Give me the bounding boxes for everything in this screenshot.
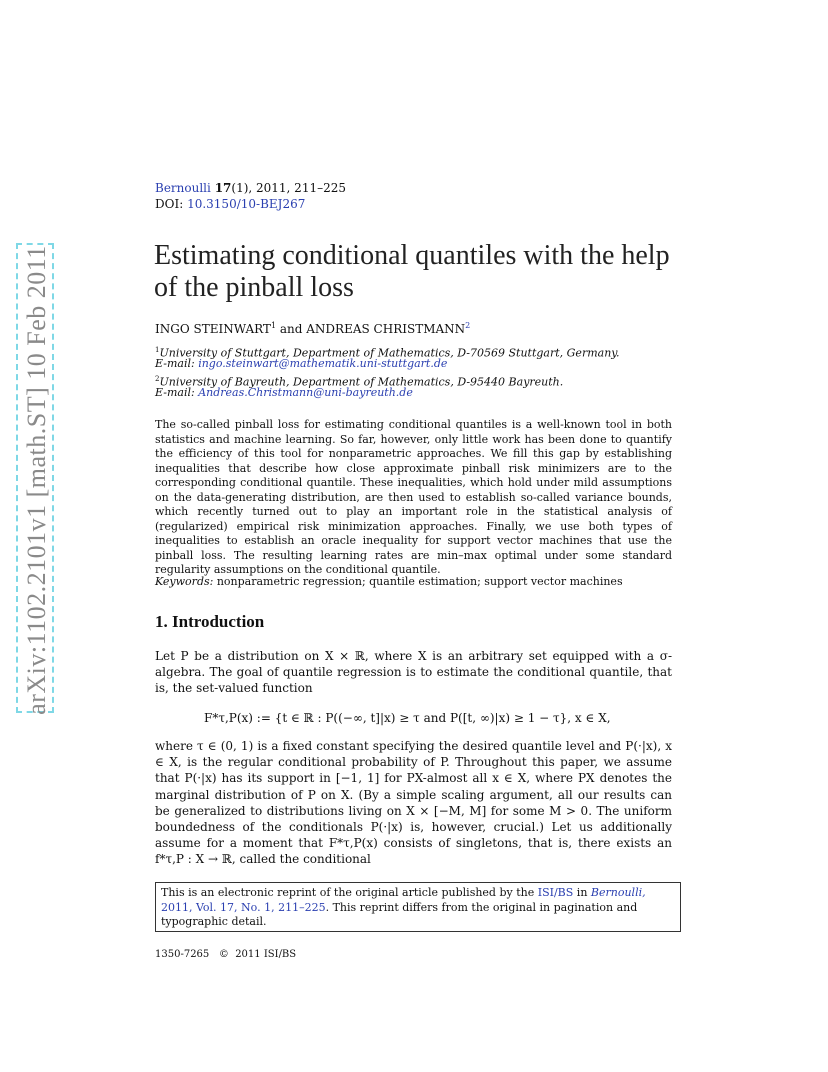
author-2: ANDREAS CHRISTMANN <box>306 322 466 336</box>
journal-link[interactable]: Bernoulli <box>155 181 211 195</box>
abstract: The so-called pinball loss for estimating conditional quantiles is a well-known tool in both statistics and machine learning. So far, however, only little work has been done to quantify the efficiency of this tool for nonparametric approaches. We fill this gap by establishing inequalities that describe how close approximate pinball risk minimizers are to the corresponding conditional quantile. These inequalities, which hold under mild assumptions on the data-generating distribution, are then used to establish so-called variance bounds, which recently turned out to play an important role in the statistical analysis of (regularized) empirical risk minimization approaches. Finally, we use both types of inequalities to establish an oracle inequality for support vector machines that use the pinball loss. The resulting learning rates are min–max optimal under some standard regularity assumptions on the conditional quantile. <box>155 418 672 576</box>
authors-and: and <box>279 322 303 336</box>
keywords-text: nonparametric regression; quantile estimation; support vector machines <box>216 575 623 588</box>
doi-link[interactable]: 10.3150/10-BEJ267 <box>187 197 306 211</box>
reprint-in: in <box>576 886 588 899</box>
section-number: 1. <box>155 612 168 631</box>
affiliation-1-text: University of Stuttgart, Department of Mathematics, D-70569 Stuttgart, Germany. <box>159 346 620 360</box>
reprint-text-1: This is an electronic reprint of the original article published by the <box>161 886 535 899</box>
doi-line <box>155 197 305 212</box>
affiliation-1-email <box>155 357 447 371</box>
journal-citation <box>155 181 346 196</box>
footer-copyright: 2011 ISI/BS <box>235 949 297 960</box>
isi-bs-link[interactable]: ISI/BS <box>537 886 574 899</box>
affiliation-2-text: University of Bayreuth, Department of Mathematics, D-95440 Bayreuth. <box>159 375 564 389</box>
email-label: E-mail: <box>155 357 195 370</box>
section-title: Introduction <box>172 612 265 631</box>
intro-paragraph-1: Let P be a distribution on X × ℝ, where X is an arbitrary set equipped with a σ-algebra. The goal of quantile regression is to estimate the conditional quantile, that is, the set-valued function <box>155 649 672 696</box>
affiliation-2-email <box>155 386 413 400</box>
reprint-journal-link[interactable]: Bernoulli, <box>590 886 646 899</box>
footer-issn: 1350-7265 <box>155 949 210 960</box>
affiliation-1-sup: 1 <box>155 346 160 354</box>
keywords-label: Keywords: <box>155 575 214 588</box>
equation-conditional-quantile: F*τ,P(x) := {t ∈ ℝ : P((−∞, t]|x) ≥ τ and P([t, ∞)|x) ≥ 1 − τ}, x ∈ X, <box>204 711 611 725</box>
affiliation-2-sup: 2 <box>155 375 160 383</box>
reprint-ref-link[interactable]: 2011, Vol. 17, No. 1, 211–225 <box>161 900 326 914</box>
intro-paragraph-2: where τ ∈ (0, 1) is a fixed constant specifying the desired quantile level and P(·|x), x ∈ X, is the regular conditional probability of P. Throughout this paper, we assume that P(·|x) has its support in [−1, 1] for PX-almost all x ∈ X, where PX denotes the marginal distribution of P on X. (By a simple scaling argument, all our results can be generalized to distributions living on X × [−M, M] for some M > 0. The uniform boundedness of the conditionals P(·|x) is, however, crucial.) Let us additionally assume for a moment that F*τ,P(x) consists of singletons, that is, there exists an f*τ,P : X → ℝ, called the conditional <box>155 739 672 867</box>
email-link-1[interactable]: ingo.steinwart@mathematik.uni-stuttgart.de <box>198 357 448 370</box>
reprint-note <box>155 882 681 932</box>
reprint-text-2: . This reprint differs from the original in pagination and typographic detail. <box>161 900 638 928</box>
doi-label: DOI: <box>155 197 184 211</box>
section-heading <box>155 611 264 633</box>
journal-volume: 17 <box>214 181 232 195</box>
copyright-icon: © <box>218 949 229 960</box>
email-label: E-mail: <box>155 386 195 399</box>
paper-title: Estimating conditional quantiles with the help of the pinball loss <box>154 240 670 303</box>
email-link-2[interactable]: Andreas.Christmann@uni-bayreuth.de <box>198 386 413 399</box>
author-1-sup: 1 <box>270 321 277 330</box>
footer <box>155 948 296 961</box>
arxiv-stamp-text: arXiv:1102.2101v1 [math.ST] 10 Feb 2011 <box>22 245 51 715</box>
author-2-sup: 2 <box>465 321 471 330</box>
arxiv-stamp <box>16 243 54 713</box>
keywords <box>155 575 623 589</box>
author-1: INGO STEINWART <box>155 322 271 336</box>
authors-line <box>155 318 470 337</box>
journal-issue-pages: (1), 2011, 211–225 <box>231 181 346 195</box>
